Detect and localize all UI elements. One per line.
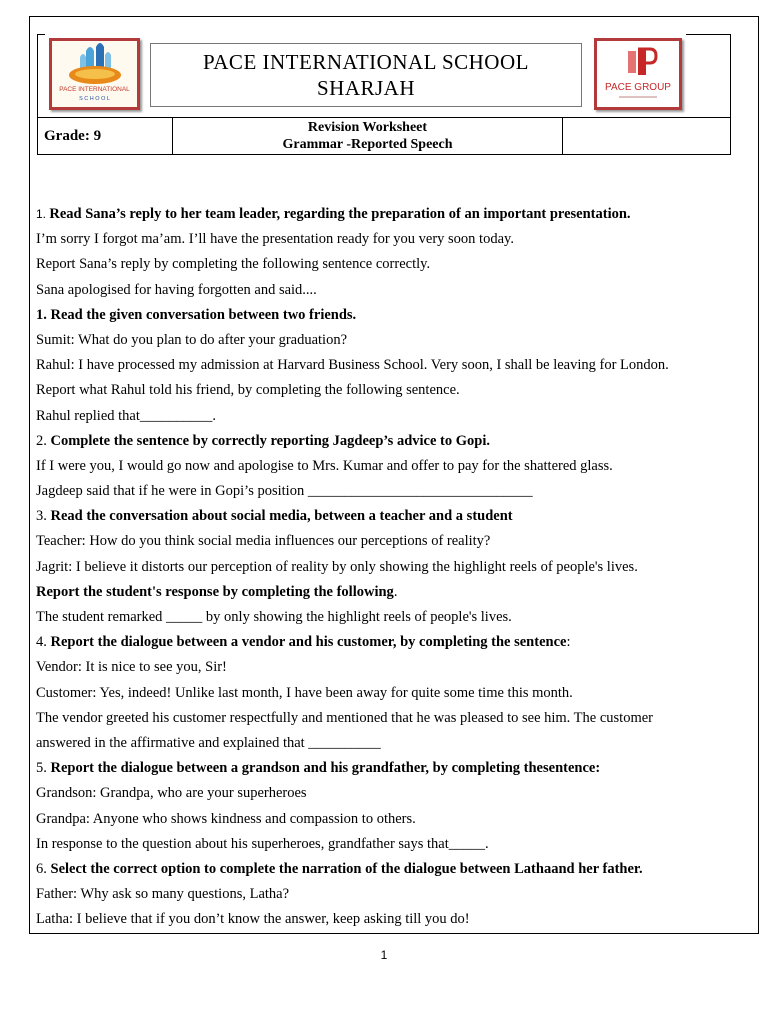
school-title-box xyxy=(150,43,582,107)
header-frame-top-right xyxy=(686,34,731,35)
line-text: Jagrit: I believe it distorts our perception of reality by only showing the highlight reels of people's lives. xyxy=(36,558,638,575)
header-frame-right xyxy=(730,34,731,119)
question-number: 3. xyxy=(36,508,51,525)
worksheet-line xyxy=(36,832,736,857)
worksheet-title-cell xyxy=(173,118,563,155)
question-number: 4. xyxy=(36,634,51,651)
line-text: The vendor greeted his customer respectfully and mentioned that he was pleased to see him. The customer xyxy=(36,709,653,726)
blank-cell xyxy=(563,118,731,155)
worksheet-line xyxy=(36,303,736,328)
worksheet-content xyxy=(36,202,736,932)
worksheet-line xyxy=(36,781,736,806)
worksheet-line xyxy=(36,706,736,731)
worksheet-line xyxy=(36,731,736,756)
worksheet-line xyxy=(36,857,736,882)
worksheet-line xyxy=(36,555,736,580)
worksheet-line xyxy=(36,756,736,781)
line-text: Father: Why ask so many questions, Latha? xyxy=(36,886,290,903)
worksheet-title: Revision Worksheet xyxy=(307,120,428,135)
line-text: Rahul replied that__________. xyxy=(36,407,217,424)
worksheet-line xyxy=(36,404,736,429)
worksheet-line xyxy=(36,227,736,252)
question-number: 2. xyxy=(36,432,51,449)
line-text: Teacher: How do you think social media influences our perceptions of reality? xyxy=(36,533,491,550)
line-text: Report Sana’s reply by completing the following sentence correctly. xyxy=(36,256,431,273)
line-text: Grandpa: Anyone who shows kindness and compassion to others. xyxy=(36,810,416,827)
worksheet-line xyxy=(36,252,736,277)
worksheet-line xyxy=(36,605,736,630)
header-frame-top-left xyxy=(37,34,45,35)
question-instruction: Read the conversation about social media, between a teacher and a student xyxy=(50,508,513,525)
worksheet-line xyxy=(36,807,736,832)
line-text: . xyxy=(393,583,398,600)
school-logo-subtext: S C H O O L xyxy=(79,96,110,102)
pace-group-logo-icon xyxy=(597,41,679,107)
worksheet-line xyxy=(36,479,736,504)
page-number: 1 xyxy=(380,948,388,962)
question-instruction: Report the student's response by completing the following xyxy=(36,583,394,600)
worksheet-line xyxy=(36,655,736,680)
worksheet-line xyxy=(36,907,736,932)
grade-cell: Grade: 9 xyxy=(38,118,173,155)
group-logo xyxy=(594,38,682,110)
line-text: Jagdeep said that if he were in Gopi’s position _______________________________ xyxy=(36,483,533,500)
question-instruction: Read Sana’s reply to her team leader, regarding the preparation of an important presentation. xyxy=(49,206,631,222)
school-crest-icon xyxy=(52,41,137,107)
worksheet-subtitle: Grammar -Reported Speech xyxy=(282,137,453,152)
worksheet-line xyxy=(36,504,736,529)
line-text: Report what Rahul told his friend, by completing the following sentence. xyxy=(36,382,460,399)
question-instruction: Report the dialogue between a vendor and his customer, by completing the sentence xyxy=(50,634,567,651)
worksheet-line xyxy=(36,429,736,454)
question-instruction: Report the dialogue between a grandson and his grandfather, by completing thesentence: xyxy=(50,760,601,777)
line-text: In response to the question about his superheroes, grandfather says that_____. xyxy=(36,835,489,852)
question-instruction: 1. Read the given conversation between two friends. xyxy=(36,306,357,323)
worksheet-line xyxy=(36,580,736,605)
line-text: Vendor: It is nice to see you, Sir! xyxy=(36,659,227,676)
school-logo xyxy=(49,38,140,110)
header-frame-left xyxy=(37,34,38,119)
school-logo-text: PACE INTERNATIONAL xyxy=(59,86,130,93)
worksheet-line xyxy=(36,529,736,554)
line-text: Customer: Yes, indeed! Unlike last month, I have been away for quite some time this month. xyxy=(36,684,573,701)
worksheet-info-table xyxy=(37,117,731,155)
worksheet-line xyxy=(36,353,736,378)
question-instruction: Complete the sentence by correctly reporting Jagdeep’s advice to Gopi. xyxy=(50,432,490,449)
worksheet-line xyxy=(36,882,736,907)
school-name-line1: PACE INTERNATIONAL SCHOOL xyxy=(203,50,529,74)
line-text: Latha: I believe that if you don’t know the answer, keep asking till you do! xyxy=(36,911,470,928)
line-text: If I were you, I would go now and apologise to Mrs. Kumar and offer to pay for the shattered glass. xyxy=(36,457,613,474)
worksheet-line xyxy=(36,278,736,303)
line-text: Rahul: I have processed my admission at Harvard Business School. Very soon, I shall be leaving for London. xyxy=(36,357,669,374)
line-text: answered in the affirmative and explained that __________ xyxy=(36,734,381,751)
worksheet-line xyxy=(36,328,736,353)
school-name-line2: SHARJAH xyxy=(316,76,416,100)
question-number: 1. xyxy=(36,207,50,221)
line-text: : xyxy=(566,634,571,651)
group-logo-text: PACE GROUP xyxy=(605,82,671,93)
worksheet-line xyxy=(36,630,736,655)
line-text: Sana apologised for having forgotten and said.... xyxy=(36,281,317,298)
line-text: Sumit: What do you plan to do after your graduation? xyxy=(36,331,348,348)
line-text: The student remarked _____ by only showing the highlight reels of people's lives. xyxy=(36,609,512,625)
line-text: I’m sorry I forgot ma’am. I’ll have the presentation ready for you very soon today. xyxy=(36,231,514,248)
line-text: Grandson: Grandpa, who are your superheroes xyxy=(36,785,307,802)
question-number: 6. xyxy=(36,860,51,877)
worksheet-line xyxy=(36,378,736,403)
worksheet-line xyxy=(36,681,736,706)
worksheet-line xyxy=(36,454,736,479)
question-instruction: Select the correct option to complete the narration of the dialogue between Lathaand her father. xyxy=(50,860,643,877)
question-number: 5. xyxy=(36,760,51,777)
worksheet-line xyxy=(36,202,736,227)
